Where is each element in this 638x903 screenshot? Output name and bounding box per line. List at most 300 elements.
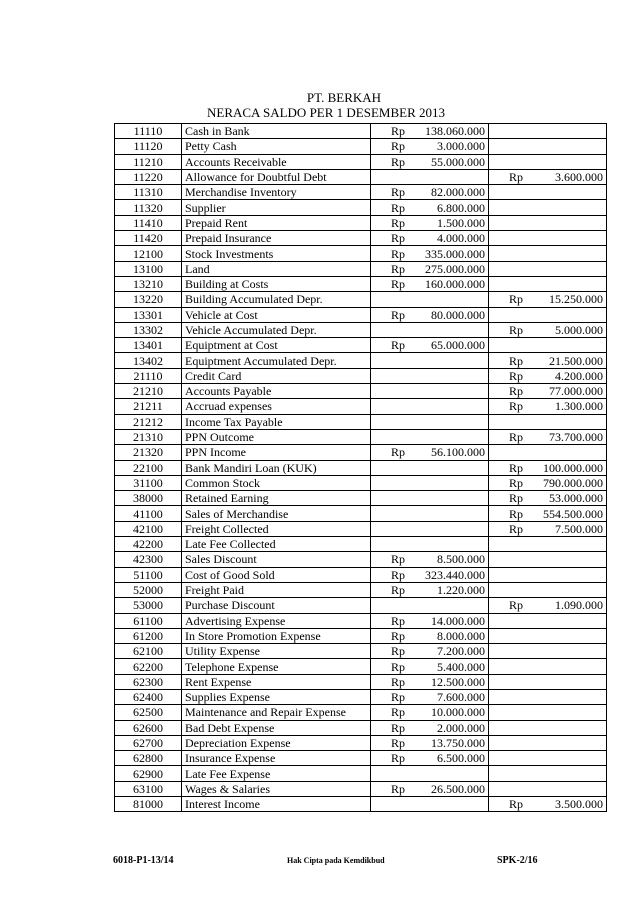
table-row (115, 154, 607, 169)
credit-cell (489, 353, 607, 368)
table-row (115, 766, 607, 781)
debit-cell (371, 124, 489, 139)
account-code: 21310 (115, 429, 182, 444)
credit-cell (489, 429, 607, 444)
table-row (115, 215, 607, 230)
credit-currency: Rp (509, 506, 524, 521)
debit-cell (371, 276, 489, 291)
credit-cell (489, 246, 607, 261)
table-row (115, 751, 607, 766)
debit-cell (371, 766, 489, 781)
account-name: Sales Discount (182, 552, 371, 567)
account-name: Prepaid Rent (182, 215, 371, 230)
credit-cell (489, 261, 607, 276)
credit-cell (489, 521, 607, 536)
credit-cell (489, 368, 607, 383)
credit-amount: 53.000.000 (549, 491, 603, 506)
credit-amount: 73.700.000 (549, 430, 603, 445)
account-code: 13401 (115, 338, 182, 353)
credit-cell (489, 338, 607, 353)
debit-cell (371, 261, 489, 276)
debit-cell (371, 613, 489, 628)
credit-currency: Rp (509, 170, 524, 185)
account-name: Merchandise Inventory (182, 185, 371, 200)
debit-cell (371, 399, 489, 414)
account-name: Cash in Bank (182, 124, 371, 139)
debit-currency: Rp (391, 338, 406, 353)
credit-cell (489, 705, 607, 720)
account-code: 22100 (115, 460, 182, 475)
debit-currency: Rp (391, 139, 406, 154)
debit-currency: Rp (391, 124, 406, 139)
credit-amount: 77.000.000 (549, 384, 603, 399)
debit-cell (371, 429, 489, 444)
debit-cell (371, 598, 489, 613)
credit-amount: 1.090.000 (555, 598, 603, 613)
account-code: 42300 (115, 552, 182, 567)
account-code: 11410 (115, 215, 182, 230)
table-row (115, 338, 607, 353)
debit-currency: Rp (391, 674, 406, 689)
credit-amount: 5.000.000 (555, 323, 603, 337)
account-code: 11310 (115, 185, 182, 200)
table-row (115, 399, 607, 414)
table-row (115, 169, 607, 184)
table-row (115, 292, 607, 307)
account-code: 51100 (115, 567, 182, 582)
account-name: Purchase Discount (182, 598, 371, 613)
debit-cell (371, 445, 489, 460)
table-row (115, 705, 607, 720)
debit-currency: Rp (391, 705, 406, 720)
table-row (115, 307, 607, 322)
table-row (115, 613, 607, 628)
account-name: Stock Investments (182, 246, 371, 261)
credit-cell (489, 154, 607, 169)
account-name: Accounts Payable (182, 384, 371, 399)
table-row (115, 429, 607, 444)
account-code: 13100 (115, 261, 182, 276)
debit-cell (371, 781, 489, 796)
account-code: 62900 (115, 766, 182, 781)
debit-cell (371, 200, 489, 215)
account-name: Petty Cash (182, 139, 371, 154)
debit-currency: Rp (391, 613, 406, 628)
debit-amount: 1.500.000 (437, 215, 485, 230)
account-code: 53000 (115, 598, 182, 613)
account-code: 62200 (115, 659, 182, 674)
credit-amount: 100.000.000 (543, 460, 603, 475)
table-row (115, 491, 607, 506)
debit-currency: Rp (391, 751, 406, 766)
table-row (115, 659, 607, 674)
credit-cell (489, 735, 607, 750)
debit-amount: 160.000.000 (425, 277, 485, 292)
account-name: Telephone Expense (182, 659, 371, 674)
credit-currency: Rp (509, 323, 524, 337)
credit-cell (489, 567, 607, 582)
credit-amount: 3.500.000 (555, 797, 603, 812)
debit-currency: Rp (391, 231, 406, 246)
debit-amount: 8.000.000 (437, 628, 485, 643)
account-code: 31100 (115, 475, 182, 490)
table-row (115, 537, 607, 552)
table-row (115, 185, 607, 200)
table-row (115, 124, 607, 139)
table-row (115, 261, 607, 276)
debit-cell (371, 353, 489, 368)
account-code: 52000 (115, 582, 182, 597)
credit-cell (489, 628, 607, 643)
account-name: Utility Expense (182, 644, 371, 659)
debit-currency: Rp (391, 736, 406, 751)
table-row (115, 368, 607, 383)
credit-cell (489, 200, 607, 215)
credit-cell (489, 751, 607, 766)
account-code: 12100 (115, 246, 182, 261)
account-code: 13301 (115, 307, 182, 322)
account-code: 21212 (115, 414, 182, 429)
table-row (115, 246, 607, 261)
trial-balance-table (114, 123, 607, 812)
table-row (115, 460, 607, 475)
credit-amount: 1.300.000 (555, 399, 603, 414)
debit-amount: 335.000.000 (425, 246, 485, 261)
table-row (115, 276, 607, 291)
footer-doc-code: 6018-P1-13/14 (113, 855, 174, 866)
credit-cell (489, 384, 607, 399)
debit-amount: 82.000.000 (431, 185, 485, 200)
debit-cell (371, 751, 489, 766)
credit-cell (489, 582, 607, 597)
account-code: 21320 (115, 445, 182, 460)
debit-currency: Rp (391, 246, 406, 261)
credit-cell (489, 552, 607, 567)
debit-currency: Rp (391, 720, 406, 735)
account-code: 11110 (115, 124, 182, 139)
account-code: 62800 (115, 751, 182, 766)
credit-currency: Rp (509, 430, 524, 445)
account-code: 13402 (115, 353, 182, 368)
account-name: Rent Expense (182, 674, 371, 689)
trial-balance-body (115, 124, 607, 812)
debit-amount: 55.000.000 (431, 154, 485, 169)
credit-cell (489, 506, 607, 521)
debit-currency: Rp (391, 781, 406, 796)
account-name: Interest Income (182, 797, 371, 812)
credit-currency: Rp (509, 368, 524, 383)
account-name: Prepaid Insurance (182, 231, 371, 246)
credit-currency: Rp (509, 399, 524, 414)
debit-cell (371, 322, 489, 337)
account-name: Allowance for Doubtful Debt (182, 169, 371, 184)
credit-cell (489, 215, 607, 230)
debit-cell (371, 231, 489, 246)
account-name: Maintenance and Repair Expense (182, 705, 371, 720)
credit-cell (489, 537, 607, 552)
debit-currency: Rp (391, 644, 406, 659)
debit-cell (371, 338, 489, 353)
debit-amount: 12.500.000 (431, 674, 485, 689)
account-name: Freight Paid (182, 582, 371, 597)
credit-amount: 21.500.000 (549, 353, 603, 368)
credit-cell (489, 460, 607, 475)
account-code: 38000 (115, 491, 182, 506)
debit-cell (371, 521, 489, 536)
account-name: Income Tax Payable (182, 414, 371, 429)
debit-amount: 3.000.000 (437, 139, 485, 154)
account-code: 11220 (115, 169, 182, 184)
account-name: Accruad expenses (182, 399, 371, 414)
account-name: Late Fee Expense (182, 766, 371, 781)
debit-cell (371, 582, 489, 597)
table-row (115, 689, 607, 704)
credit-currency: Rp (509, 460, 524, 475)
credit-currency: Rp (509, 353, 524, 368)
debit-cell (371, 215, 489, 230)
table-row (115, 797, 607, 812)
debit-amount: 8.500.000 (437, 552, 485, 567)
credit-amount: 7.500.000 (555, 521, 603, 536)
debit-cell (371, 689, 489, 704)
debit-currency: Rp (391, 277, 406, 292)
debit-currency: Rp (391, 552, 406, 567)
table-row (115, 322, 607, 337)
debit-cell (371, 644, 489, 659)
credit-cell (489, 399, 607, 414)
credit-cell (489, 124, 607, 139)
debit-amount: 4.000.000 (437, 231, 485, 246)
credit-cell (489, 292, 607, 307)
table-row (115, 720, 607, 735)
debit-amount: 5.400.000 (437, 659, 485, 674)
credit-cell (489, 613, 607, 628)
table-row (115, 598, 607, 613)
debit-currency: Rp (391, 200, 406, 215)
account-name: Land (182, 261, 371, 276)
table-row (115, 644, 607, 659)
debit-currency: Rp (391, 215, 406, 230)
account-code: 81000 (115, 797, 182, 812)
credit-amount: 554.500.000 (543, 506, 603, 521)
credit-amount: 4.200.000 (555, 368, 603, 383)
debit-cell (371, 475, 489, 490)
debit-currency: Rp (391, 154, 406, 169)
debit-amount: 26.500.000 (431, 781, 485, 796)
table-row (115, 384, 607, 399)
table-row (115, 674, 607, 689)
credit-cell (489, 644, 607, 659)
table-row (115, 475, 607, 490)
credit-cell (489, 598, 607, 613)
table-row (115, 735, 607, 750)
account-name: Cost of Good Sold (182, 567, 371, 582)
credit-cell (489, 307, 607, 322)
credit-cell (489, 797, 607, 812)
account-name: Insurance Expense (182, 751, 371, 766)
footer-page-number: SPK-2/16 (497, 855, 538, 866)
credit-cell (489, 720, 607, 735)
account-code: 62600 (115, 720, 182, 735)
account-name: Retained Earning (182, 491, 371, 506)
account-name: Equiptment Accumulated Depr. (182, 353, 371, 368)
account-name: PPN Outcome (182, 429, 371, 444)
account-name: Supplies Expense (182, 689, 371, 704)
account-name: Bank Mandiri Loan (KUK) (182, 460, 371, 475)
account-code: 11120 (115, 139, 182, 154)
table-row (115, 628, 607, 643)
account-name: Equiptment at Cost (182, 338, 371, 353)
account-name: Wages & Salaries (182, 781, 371, 796)
account-code: 62300 (115, 674, 182, 689)
debit-amount: 7.600.000 (437, 690, 485, 705)
debit-amount: 6.800.000 (437, 200, 485, 215)
account-name: Credit Card (182, 368, 371, 383)
debit-cell (371, 720, 489, 735)
debit-cell (371, 628, 489, 643)
account-name: Depreciation Expense (182, 735, 371, 750)
credit-currency: Rp (509, 292, 524, 307)
debit-currency: Rp (391, 445, 406, 460)
account-code: 62100 (115, 644, 182, 659)
credit-currency: Rp (509, 384, 524, 399)
account-code: 41100 (115, 506, 182, 521)
table-row (115, 506, 607, 521)
debit-cell (371, 185, 489, 200)
credit-cell (489, 414, 607, 429)
credit-cell (489, 491, 607, 506)
account-code: 61200 (115, 628, 182, 643)
debit-cell (371, 154, 489, 169)
debit-cell (371, 705, 489, 720)
debit-cell (371, 139, 489, 154)
debit-currency: Rp (391, 690, 406, 705)
account-code: 62400 (115, 689, 182, 704)
credit-currency: Rp (509, 521, 524, 536)
debit-amount: 80.000.000 (431, 307, 485, 322)
account-code: 11210 (115, 154, 182, 169)
credit-cell (489, 475, 607, 490)
account-name: In Store Promotion Expense (182, 628, 371, 643)
credit-cell (489, 781, 607, 796)
account-code: 11320 (115, 200, 182, 215)
credit-currency: Rp (509, 491, 524, 506)
table-row (115, 582, 607, 597)
table-row (115, 139, 607, 154)
account-name: Sales of Merchandise (182, 506, 371, 521)
debit-amount: 138.060.000 (425, 124, 485, 139)
credit-cell (489, 169, 607, 184)
account-code: 42100 (115, 521, 182, 536)
credit-cell (489, 185, 607, 200)
account-name: Freight Collected (182, 521, 371, 536)
debit-amount: 323.440.000 (425, 567, 485, 582)
footer-copyright: Hak Cipta pada Kemdikbud (287, 856, 385, 865)
table-row (115, 445, 607, 460)
credit-amount: 3.600.000 (555, 170, 603, 185)
debit-cell (371, 674, 489, 689)
account-code: 21210 (115, 384, 182, 399)
debit-cell (371, 307, 489, 322)
credit-cell (489, 322, 607, 337)
account-code: 62700 (115, 735, 182, 750)
account-name: Supplier (182, 200, 371, 215)
debit-cell (371, 659, 489, 674)
account-name: Advertising Expense (182, 613, 371, 628)
table-row (115, 567, 607, 582)
debit-amount: 14.000.000 (431, 613, 485, 628)
debit-cell (371, 292, 489, 307)
debit-cell (371, 460, 489, 475)
debit-cell (371, 384, 489, 399)
account-code: 21211 (115, 399, 182, 414)
account-code: 21110 (115, 368, 182, 383)
account-code: 42200 (115, 537, 182, 552)
table-row (115, 521, 607, 536)
debit-cell (371, 552, 489, 567)
debit-cell (371, 414, 489, 429)
debit-currency: Rp (391, 583, 406, 598)
debit-cell (371, 246, 489, 261)
company-title: PT. BERKAH (306, 90, 382, 105)
credit-cell (489, 139, 607, 154)
debit-currency: Rp (391, 185, 406, 200)
debit-amount: 275.000.000 (425, 261, 485, 276)
debit-currency: Rp (391, 628, 406, 643)
credit-currency: Rp (509, 797, 524, 812)
account-name: PPN Income (182, 445, 371, 460)
account-name: Late Fee Collected (182, 537, 371, 552)
document-subtitle: NERACA SALDO PER 1 DESEMBER 2013 (207, 105, 445, 120)
account-code: 13210 (115, 276, 182, 291)
debit-currency: Rp (391, 307, 406, 322)
table-row (115, 552, 607, 567)
table-row (115, 781, 607, 796)
account-code: 13302 (115, 322, 182, 337)
debit-amount: 56.100.000 (431, 445, 485, 460)
debit-cell (371, 567, 489, 582)
debit-cell (371, 735, 489, 750)
account-name: Vehicle at Cost (182, 307, 371, 322)
account-code: 62500 (115, 705, 182, 720)
credit-cell (489, 689, 607, 704)
credit-amount: 15.250.000 (549, 292, 603, 307)
account-code: 61100 (115, 613, 182, 628)
credit-currency: Rp (509, 475, 524, 490)
debit-cell (371, 491, 489, 506)
debit-amount: 1.220.000 (437, 583, 485, 598)
account-name: Building Accumulated Depr. (182, 292, 371, 307)
debit-currency: Rp (391, 261, 406, 276)
table-row (115, 231, 607, 246)
debit-cell (371, 368, 489, 383)
account-name: Vehicle Accumulated Depr. (182, 322, 371, 337)
debit-currency: Rp (391, 567, 406, 582)
debit-amount: 7.200.000 (437, 644, 485, 659)
table-row (115, 200, 607, 215)
credit-cell (489, 445, 607, 460)
debit-cell (371, 797, 489, 812)
account-code: 11420 (115, 231, 182, 246)
table-row (115, 414, 607, 429)
account-name: Common Stock (182, 475, 371, 490)
account-name: Building at Costs (182, 276, 371, 291)
credit-amount: 790.000.000 (543, 475, 603, 490)
debit-amount: 10.000.000 (431, 705, 485, 720)
table-row (115, 353, 607, 368)
debit-cell (371, 506, 489, 521)
account-code: 13220 (115, 292, 182, 307)
